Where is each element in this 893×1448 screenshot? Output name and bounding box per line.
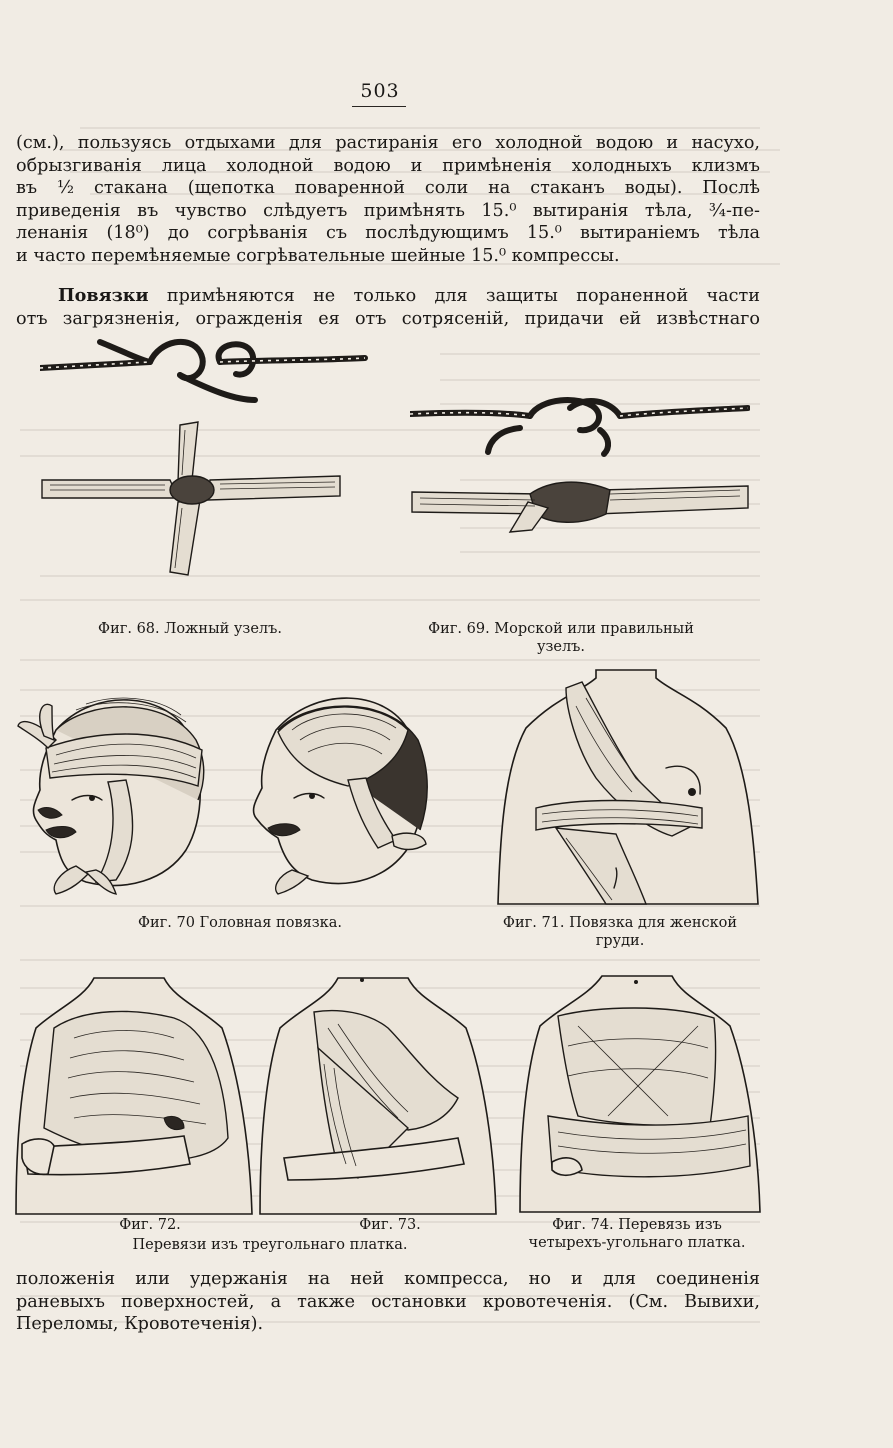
bandages-paragraph [16, 285, 760, 330]
caption-fig-69 [396, 620, 726, 656]
caption-fig-72: Фиг. 72. [119, 1217, 181, 1233]
page-number-rule [352, 106, 406, 107]
figure-73-triangular-sling [258, 968, 498, 1218]
intro-line: приведенія въ чувство слѣдуетъ примѣнять 15.⁰ вытиранія тѣла, ¾-пе- [16, 200, 760, 221]
caption-fig-69-line-2: узелъ. [536, 639, 586, 655]
closing-line: положенія или удержанія на ней компресса, но и для соединенія [16, 1269, 760, 1289]
intro-line: обрызгиванія лица холодной водою и примѣненія холодныхъ клизмъ [16, 155, 760, 176]
figure-68-false-knot [40, 330, 370, 610]
caption-fig-68: Фиг. 68. Ложный узелъ. [98, 621, 282, 637]
intro-line: ленанія (18⁰) до согрѣванія съ послѣдующимъ 15.⁰ вытираніемъ тѣла [16, 223, 760, 244]
caption-fig-74-line-2: четырехъ-угольнаго платка. [528, 1235, 746, 1251]
bandages-line-1-rest: примѣняются не только для защиты пораненной части [148, 286, 760, 306]
closing-paragraph [16, 1268, 760, 1336]
intro-paragraph [16, 132, 760, 268]
intro-line: и часто перемѣняемые согрѣвательные шейные 15.⁰ компрессы. [16, 245, 620, 266]
bandages-term: Повязки [58, 285, 149, 306]
caption-fig-71-line-2: груди. [595, 933, 645, 949]
caption-fig-72-73-subtitle: Перевязи изъ треугольнаго платка. [132, 1237, 408, 1253]
caption-fig-74-line-1: Фиг. 74. Перевязь изъ [552, 1217, 722, 1233]
closing-line: раневыхъ поверхностей, а также остановки кровотеченія. (См. Вывихи, [16, 1291, 760, 1312]
intro-line: (см.), пользуясь отдыхами для растиранія его холодной водою и насухо, [16, 133, 760, 153]
bandages-line-2: отъ загрязненія, огражденія ея отъ сотрясеній, придачи ей извѣстнаго [16, 308, 760, 329]
figure-72-triangular-sling [14, 968, 254, 1218]
caption-fig-71-line-1: Фиг. 71. Повязка для женской [502, 915, 738, 931]
figure-69-reef-knot [410, 390, 750, 540]
intro-line: въ ½ стакана (щепотка поваренной соли на стаканъ воды). Послѣ [16, 178, 760, 199]
closing-line: Переломы, Кровотеченія). [16, 1314, 264, 1335]
caption-fig-69-line-1: Фиг. 69. Морской или правильный [428, 621, 694, 637]
figure-74-quadrangular-sling [518, 966, 762, 1216]
caption-fig-71 [470, 914, 770, 950]
figure-70-head-bandage [16, 660, 456, 900]
bandages-line-1 [16, 285, 760, 308]
caption-fig-74 [512, 1216, 762, 1252]
caption-fig-70: Фиг. 70 Головная повязка. [137, 915, 342, 931]
figure-71-chest-bandage [496, 668, 760, 908]
caption-fig-73: Фиг. 73. [359, 1217, 421, 1233]
page-number: 503 [360, 80, 400, 102]
